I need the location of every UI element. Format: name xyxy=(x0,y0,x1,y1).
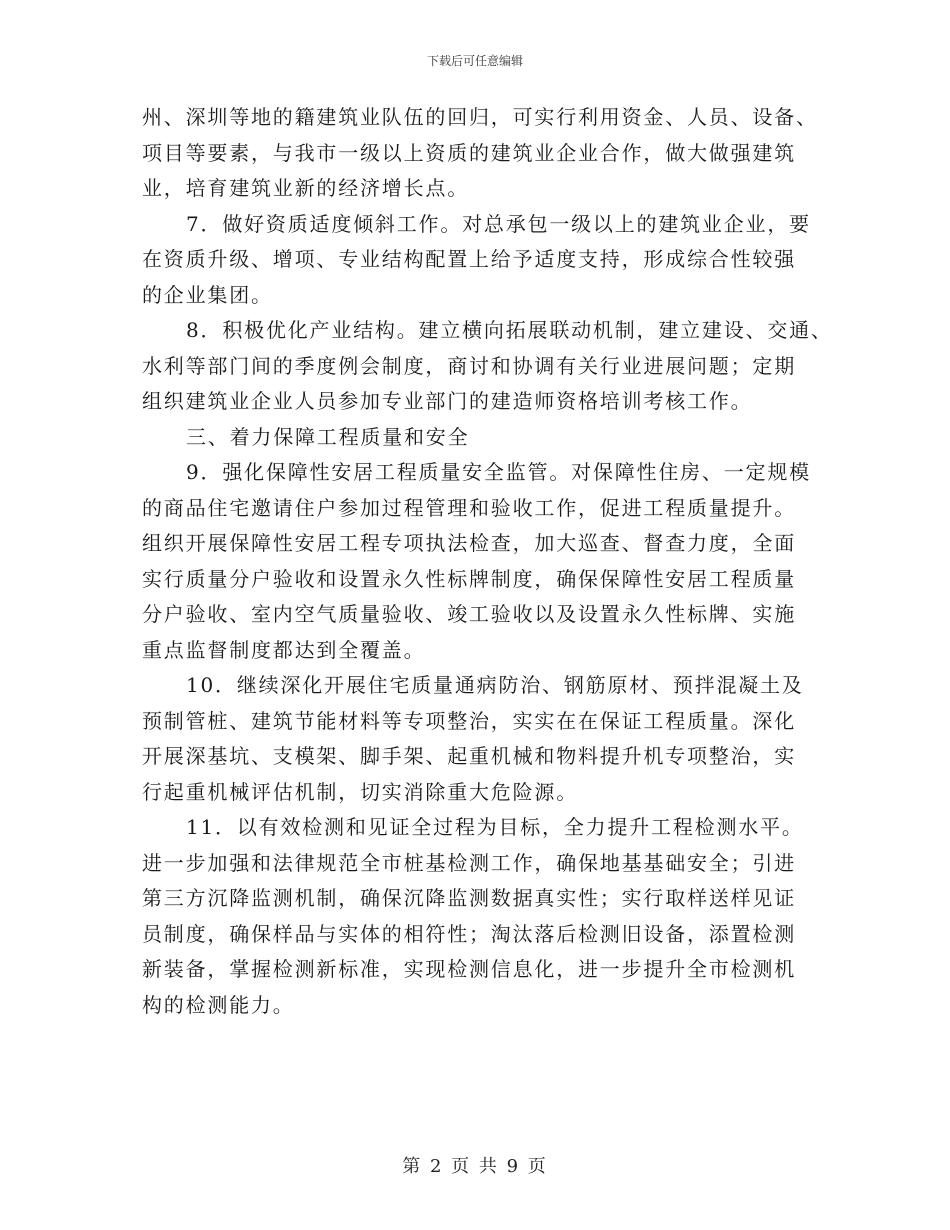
paragraph xyxy=(142,455,822,668)
paragraph xyxy=(142,313,833,420)
text-line: 重点监督制度都达到全覆盖。 xyxy=(142,637,426,662)
text-line: 预制管桩、建筑节能材料等专项整治，实实在在保证工程质量。深化 xyxy=(142,708,796,733)
text-line: 行起重机械评估机制，切实消除重大危险源。 xyxy=(142,779,578,804)
document-body xyxy=(142,100,833,1023)
paragraph xyxy=(142,207,822,314)
text-line: 实行质量分户验收和设置永久性标牌制度，确保保障性安居工程质量 xyxy=(142,566,796,591)
text-line: 的企业集团。 xyxy=(142,282,273,307)
text-line: 8．积极优化产业结构。建立横向拓展联动机制，建立建设、交通、 xyxy=(186,318,833,342)
text-line: 员制度，确保样品与实体的相符性；淘汰落后检测旧设备，添置检测 xyxy=(142,921,796,946)
page-header-note: 下载后可任意编辑 xyxy=(426,54,523,68)
text-line: 第三方沉降监测机制，确保沉降监测数据真实性；实行取样送样见证 xyxy=(142,886,796,910)
text-line: 组织建筑业企业人员参加专业部门的建造师资格培训考核工作。 xyxy=(142,389,753,413)
paragraph xyxy=(142,810,822,1023)
text-line: 项目等要素，与我市一级以上资质的建筑业企业合作，做大做强建筑 xyxy=(142,140,796,165)
paragraph xyxy=(142,100,822,207)
section-heading xyxy=(142,420,822,456)
text-line: 三、着力保障工程质量和安全 xyxy=(186,424,470,449)
text-line: 组织开展保障性安居工程专项执法检查，加大巡查、督查力度，全面 xyxy=(142,531,796,555)
text-line: 进一步加强和法律规范全市桩基检测工作，确保地基基础安全；引进 xyxy=(142,850,796,875)
text-line: 业，培育建筑业新的经济增长点。 xyxy=(142,176,469,200)
text-line: 构的检测能力。 xyxy=(142,992,295,1017)
text-line: 新装备，掌握检测新标准，实现检测信息化，进一步提升全市检测机 xyxy=(142,957,796,981)
text-line: 在资质升级、增项、专业结构配置上给予适度支持，形成综合性较强 xyxy=(142,247,796,271)
text-line: 水利等部门间的季度例会制度，商讨和协调有关行业进展问题；定期 xyxy=(142,353,796,378)
text-line: 11．以有效检测和见证全过程为目标，全力提升工程检测水平。 xyxy=(186,815,804,839)
text-line: 7．做好资质适度倾斜工作。对总承包一级以上的建筑业企业，要 xyxy=(186,211,811,236)
text-line: 州、深圳等地的籍建筑业队伍的回归，可实行利用资金、人员、设备、 xyxy=(142,105,818,129)
page-number: 第 2 页 共 9 页 xyxy=(402,1156,548,1177)
text-line: 10．继续深化开展住宅质量通病防治、钢筋原材、预拌混凝土及 xyxy=(186,673,804,697)
text-line: 开展深基坑、支模架、脚手架、起重机械和物料提升机专项整治，实 xyxy=(142,744,796,768)
text-line: 分户验收、室内空气质量验收、竣工验收以及设置永久性标牌、实施 xyxy=(142,602,796,626)
paragraph xyxy=(142,668,822,810)
text-line: 9．强化保障性安居工程质量安全监管。对保障性住房、一定规模 xyxy=(186,460,811,484)
text-line: 的商品住宅邀请住户参加过程管理和验收工作，促进工程质量提升。 xyxy=(142,495,796,520)
